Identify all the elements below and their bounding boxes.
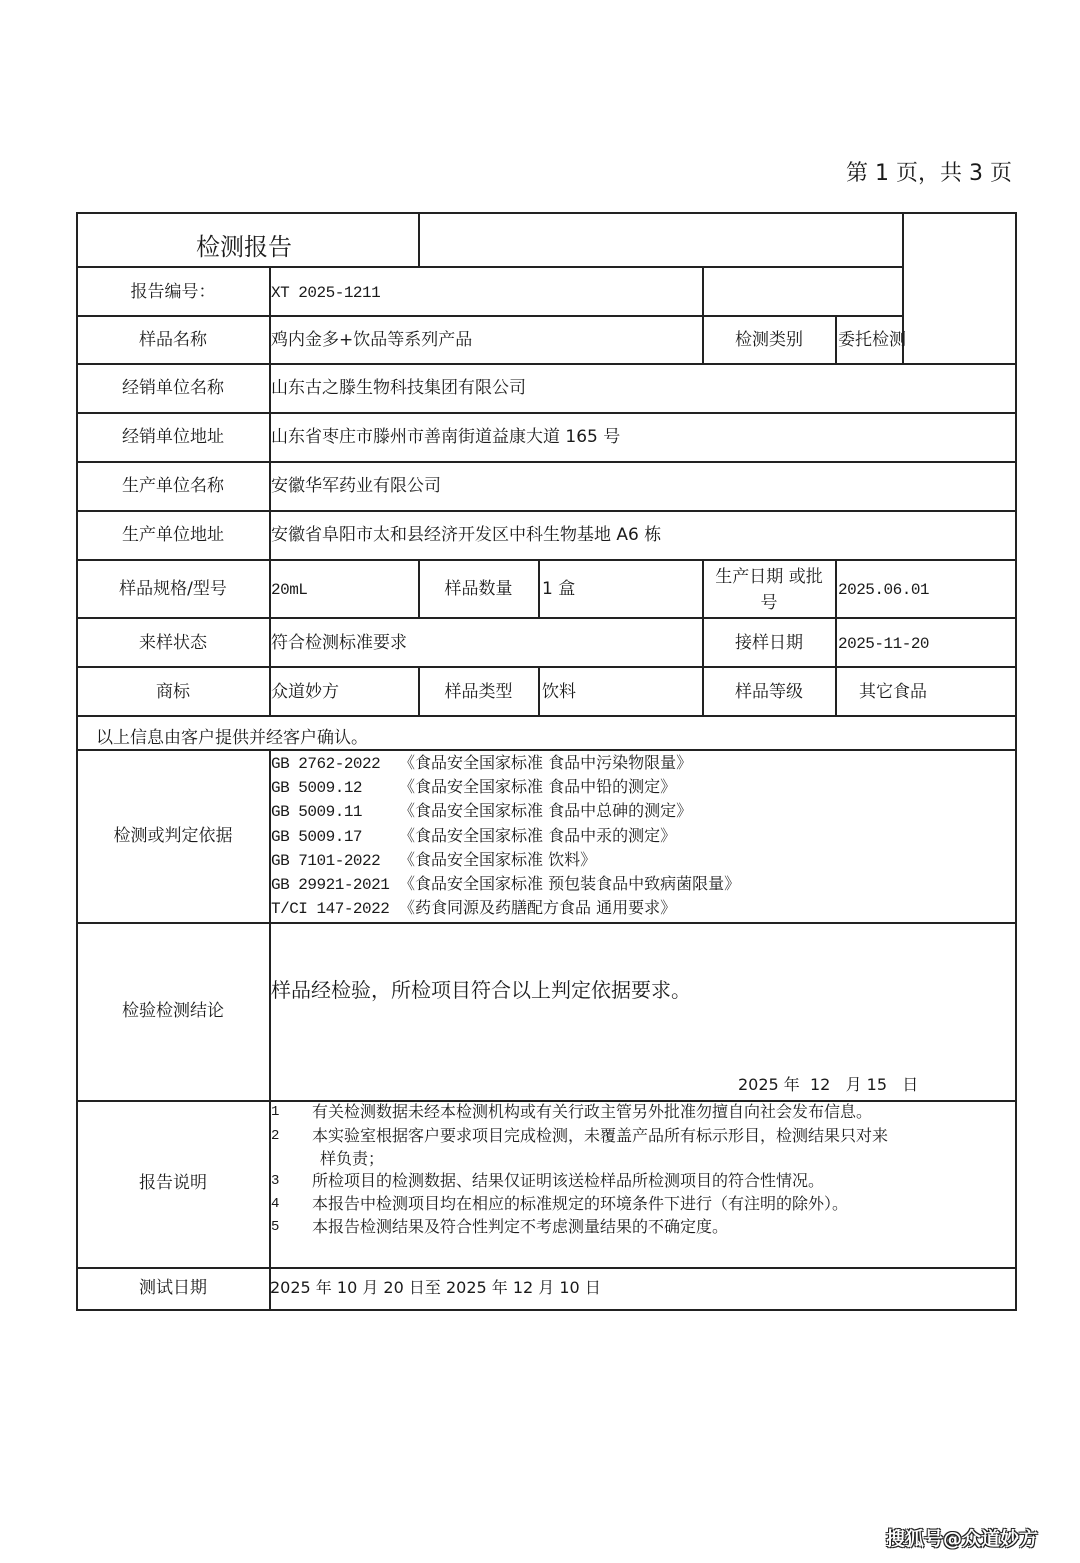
- standard-name: 《食品安全国家标准 预包装食品中致病菌限量》: [399, 874, 741, 893]
- distributor-address-value: 山东省枣庄市滕州市善南街道益康大道 165 号: [271, 427, 621, 447]
- note-text: 本实验室根据客户要求项目完成检测，未覆盖产品所有标示形目，检测结果只对来: [312, 1126, 889, 1145]
- standard-name: 《食品安全国家标准 食品中汞的测定》: [399, 826, 677, 845]
- spec-model-label: 样品规格/型号: [119, 579, 227, 599]
- producer-name-value: 安徽华军药业有限公司: [271, 476, 441, 496]
- grid-line: [1015, 212, 1017, 1311]
- standard-item: [271, 824, 676, 849]
- grid-line: [835, 315, 837, 365]
- standard-name: 《食品安全国家标准 食品中污染物限量》: [399, 753, 693, 772]
- test-category-value: 委托检测: [838, 330, 906, 350]
- note-text: 本报告检测结果及符合性判定不考虑测量结果的不确定度。: [312, 1217, 729, 1236]
- grid-line: [76, 461, 1017, 463]
- sample-type-label: 样品类型: [444, 682, 513, 702]
- standard-name: 《食品安全国家标准 食品中总砷的测定》: [399, 801, 693, 820]
- note-text: 所检项目的检测数据、结果仅证明该送检样品所检测项目的符合性情况。: [312, 1171, 825, 1190]
- grid-line: [76, 715, 1017, 717]
- note-number: 2: [271, 1128, 280, 1144]
- standard-code: T/CI 147-2022: [271, 900, 390, 918]
- grid-line: [76, 666, 1017, 668]
- receipt-date-value: 2025-11-20: [838, 635, 930, 653]
- distributor-name-value: 山东古之滕生物科技集团有限公司: [271, 378, 526, 398]
- standard-item: [271, 799, 692, 824]
- test-period-value: 2025 年 10 月 20 日至 2025 年 12 月 10 日: [270, 1278, 601, 1297]
- standard-item: [271, 848, 596, 873]
- grid-line: [76, 315, 904, 317]
- production-date-label-line2: 号: [760, 593, 778, 613]
- standard-name: 《食品安全国家标准 食品中铅的测定》: [399, 777, 677, 796]
- grid-line: [76, 412, 1017, 414]
- standard-item: [271, 896, 676, 921]
- report-no-value: XT 2025-1211: [271, 284, 381, 302]
- note-number: 4: [271, 1196, 280, 1212]
- grid-line: [538, 666, 540, 717]
- test-category-label: 检测类别: [735, 330, 803, 350]
- note-text: 有关检测数据未经本检测机构或有关行政主管另外批准勿擅自向社会发布信息。: [312, 1102, 873, 1121]
- producer-address-label: 生产单位地址: [122, 525, 224, 545]
- report-no-label: 报告编号：: [130, 282, 216, 302]
- standard-item: [271, 751, 692, 776]
- grid-line: [76, 559, 1017, 561]
- note-number: 5: [271, 1219, 280, 1235]
- basis-label: 检测或判定依据: [113, 826, 233, 846]
- distributor-name-label: 经销单位名称: [122, 378, 224, 398]
- sample-quantity-label: 样品数量: [444, 579, 513, 599]
- grid-line: [76, 1267, 1017, 1269]
- client-confirmation-note: 以上信息由客户提供并经客户确认。: [96, 728, 368, 748]
- sample-grade-value: 其它食品: [859, 682, 927, 702]
- producer-address-value: 安徽省阜阳市太和县经济开发区中科生物基地 A6 栋: [271, 525, 662, 545]
- standard-code: GB 5009.17: [271, 828, 363, 846]
- grid-line: [76, 922, 1017, 924]
- sample-state-label: 来样状态: [139, 633, 207, 653]
- spec-model-value: 20mL: [271, 581, 308, 599]
- report-title: 检测报告: [196, 233, 292, 261]
- grid-line: [76, 266, 904, 268]
- grid-line: [76, 617, 1017, 619]
- standard-item: [271, 872, 740, 897]
- grid-line: [76, 212, 1017, 214]
- note-number: 1: [271, 1104, 280, 1120]
- sample-name-label: 样品名称: [139, 330, 207, 350]
- grid-line: [76, 363, 1017, 365]
- distributor-address-label: 经销单位地址: [122, 427, 224, 447]
- standard-name: 《食品安全国家标准 饮料》: [399, 850, 597, 869]
- test-period-label: 测试日期: [139, 1278, 207, 1298]
- conclusion-date: 2025 年 12 月 15 日: [738, 1075, 919, 1094]
- standard-code: GB 5009.11: [271, 803, 363, 821]
- production-date-label-line1: 生产日期 或批: [715, 567, 823, 587]
- sample-state-value: 符合检测标准要求: [271, 633, 407, 653]
- watermark: 搜狐号@众道妙方: [886, 1528, 1039, 1550]
- note-text: 本报告中检测项目均在相应的标准规定的环境条件下进行（有注明的除外）。: [312, 1194, 849, 1213]
- sample-grade-label: 样品等级: [735, 682, 803, 702]
- note-text-continuation: 样负责；: [320, 1149, 385, 1168]
- standard-code: GB 29921-2021: [271, 876, 390, 894]
- notes-label: 报告说明: [139, 1173, 207, 1193]
- grid-line: [418, 212, 420, 268]
- grid-line: [538, 559, 540, 619]
- sample-quantity-value: 1 盒: [542, 579, 576, 599]
- standard-name: 《药食同源及药膳配方食品 通用要求》: [399, 898, 677, 917]
- standard-code: GB 5009.12: [271, 779, 363, 797]
- production-date-value: 2025.06.01: [838, 581, 930, 599]
- producer-name-label: 生产单位名称: [122, 476, 224, 496]
- receipt-date-label: 接样日期: [735, 633, 803, 653]
- conclusion-label: 检验检测结论: [122, 1001, 224, 1021]
- conclusion-text: 样品经检验，所检项目符合以上判定依据要求。: [271, 978, 691, 1002]
- standard-item: [271, 775, 676, 800]
- grid-line: [76, 510, 1017, 512]
- sample-type-value: 饮料: [542, 682, 576, 702]
- page-indicator: 第 1 页，共 3 页: [846, 161, 1012, 186]
- standard-code: GB 2762-2022: [271, 755, 381, 773]
- grid-line: [76, 1309, 1017, 1311]
- trademark-value: 众道妙方: [271, 682, 339, 702]
- sample-name-value: 鸡内金多+饮品等系列产品: [271, 330, 473, 350]
- trademark-label: 商标: [156, 682, 190, 702]
- note-number: 3: [271, 1173, 280, 1189]
- standard-code: GB 7101-2022: [271, 852, 381, 870]
